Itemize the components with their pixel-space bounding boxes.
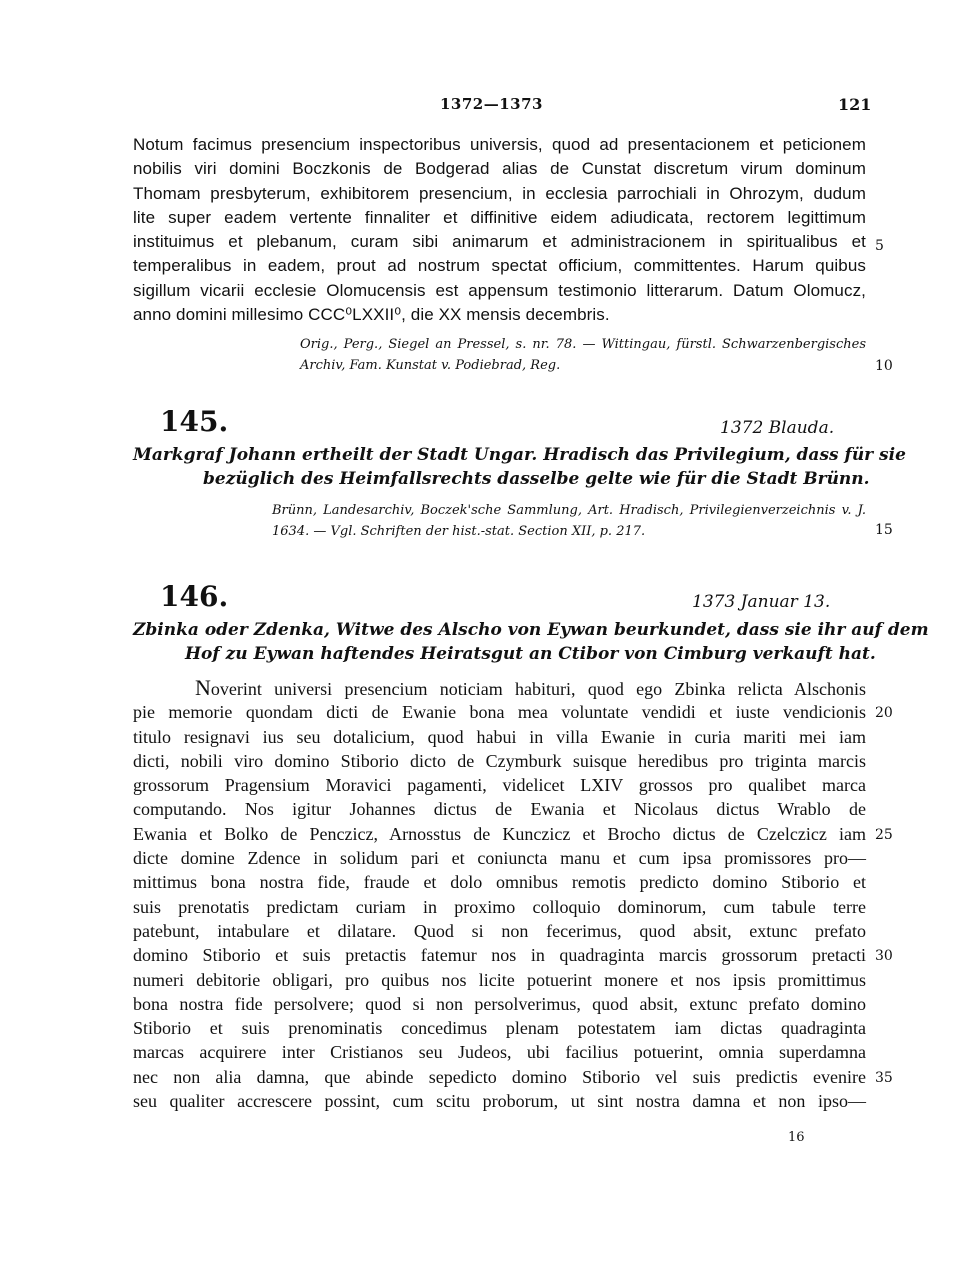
margin-line-number: 15 xyxy=(875,522,893,538)
text-line: nobilis viri domini Boczkonis de Bodgerad alias de Cunstat discretum virum dominum xyxy=(133,159,866,179)
page-header xyxy=(0,95,960,117)
text-line: patebunt, intabulare et dilatare. Quod si non fecerimus, quod absit, extunc prefato xyxy=(133,920,866,941)
text-line: marcas acquirere inter Cristianos seu Judeos, ubi facilius potuerint, omnia superdamna xyxy=(133,1042,866,1063)
text-line: Stiborio et suis prenominatis concedimus plenam potestatem iam dictas quadraginta xyxy=(133,1018,866,1039)
text-line: grossorum Pragensium Moravici pagamenti, videlicet LXIV grossos pro qualibet marca xyxy=(133,775,866,796)
margin-line-number: 35 xyxy=(875,1070,893,1086)
summary-line: Zbinka oder Zdenka, Witwe des Alscho von Eywan beurkundet, dass sie ihr auf dem xyxy=(133,620,929,640)
text-line: lite super eadem vertente finnaliter et diffinitive eidem adiudicata, rectorem legittimum xyxy=(133,207,866,227)
text-line: numeri debitorie obligari, pro quibus nos licite potuerint monere et nos ipsis promittimus xyxy=(133,969,866,990)
doc144-text xyxy=(133,133,866,327)
source-line: Archiv, Fam. Kunstat v. Podiebrad, Reg. xyxy=(300,358,561,373)
text-line: instituimus et plebanum, curam sibi animarum et administracionem in spiritualibus et xyxy=(133,232,866,252)
text-line: bona nostra fide persolvere; quod si non persolverimus, quod absit, extunc prefato domino xyxy=(133,993,866,1014)
source-line: Brünn, Landesarchiv, Boczek'sche Sammlung, Art. Hradisch, Privilegienverzeichnis v. J. xyxy=(272,503,866,518)
margin-line-number: 5 xyxy=(875,238,884,254)
text-line: Thomam presbyterum, exhibitorem presencium, in ecclesia parrochiali in Ohrozym, dudum xyxy=(133,183,866,203)
document-date: 1372 Blauda. xyxy=(720,418,835,438)
text-line: mittimus bona nostra fide, fraude et dolo omnibus remotis predicto domino Stiborio et xyxy=(133,872,866,893)
summary-line: Markgraf Johann ertheilt der Stadt Ungar. Hradisch das Privilegium, dass für sie xyxy=(133,445,906,465)
text-line: Notum facimus presencium inspectoribus universis, quod ad presentacionem et peticionem xyxy=(133,135,866,154)
margin-line-number: 25 xyxy=(875,827,893,843)
text-line: temperalibus in eadem, prout ad nostrum spectat officium, committentes. Harum quibus xyxy=(133,256,866,276)
running-title: 1372—1373 xyxy=(440,95,543,113)
summary-line: bezüglich des Heimfallsrechts dasselbe gelte wie für die Stadt Brünn. xyxy=(203,469,870,489)
margin-line-number: 10 xyxy=(875,358,893,374)
text-line: dicti, nobili viro domino Stiborio dicto de Czymburk suisque heredibus pro triginta marcis xyxy=(133,750,866,771)
doc146-summary xyxy=(133,618,929,666)
doc145-source-note xyxy=(272,500,866,542)
text-line: suis prenotatis predictam curiam in proximo colloquio dominorum, cum tabule terre xyxy=(133,896,866,917)
first-text-line xyxy=(133,676,866,700)
doc146-text xyxy=(133,676,866,1113)
text-line: sigillum vicarii ecclesie Olomucensis est appensum testimonio litterarum. Datum Olomucz, xyxy=(133,280,866,300)
source-line: Orig., Perg., Siegel an Pressel, s. nr. 78. — Wittingau, fürstl. Schwarzenbergisches xyxy=(300,337,866,352)
text-line: seu qualiter accrescere possint, cum scitu proborum, ut sint nostra damna et non ipso— xyxy=(133,1091,866,1112)
doc144-source-note xyxy=(300,334,866,376)
text-line: domino Stiborio et suis pretactis fatemur nos in quadraginta marcis grossorum pretacti xyxy=(133,945,866,966)
text-line: computando. Nos igitur Johannes dictus de Ewania et Nicolaus dictus Wrablo de xyxy=(133,799,866,820)
initial-letter: N xyxy=(195,675,211,700)
document-date: 1373 Januar 13. xyxy=(692,592,831,612)
text-line: titulo resignavi ius seu dotalicium, quod habui in villa Ewanie in curia mariti mei iam xyxy=(133,726,866,747)
first-line-rest: overint universi presencium noticiam habituri, quod ego Zbinka relicta Alschonis xyxy=(210,679,866,699)
signature-mark: 16 xyxy=(788,1130,805,1145)
margin-line-number: 30 xyxy=(875,948,893,964)
source-line: 1634. — Vgl. Schriften der hist.-stat. Section XII, p. 217. xyxy=(272,524,646,539)
margin-line-number: 20 xyxy=(875,705,893,721)
summary-line: Hof zu Eywan haftendes Heiratsgut an Ctibor von Cimburg verkauft hat. xyxy=(185,644,876,664)
text-line: anno domini millesimo CCC⁰LXXII⁰, die XX mensis decembris. xyxy=(133,305,610,325)
page-number: 121 xyxy=(838,95,872,114)
text-line: Ewania et Bolko de Penczicz, Arnosstus de Kunczicz et Brocho dictus de Czelczicz iam xyxy=(133,823,866,844)
text-line: dicte domine Zdence in solidum pari et coniuncta manu et cum ipsa promissores pro— xyxy=(133,848,866,869)
text-line: nec non alia damna, que abinde sepedicto domino Stiborio vel suis predictis evenire xyxy=(133,1066,866,1087)
document-number: 146. xyxy=(160,580,229,613)
document-number: 145. xyxy=(160,405,229,438)
doc145-summary xyxy=(133,443,906,491)
text-line: pie memorie quondam dicti de Ewanie bona mea voluntate vendidi et iuste vendicionis xyxy=(133,702,866,723)
